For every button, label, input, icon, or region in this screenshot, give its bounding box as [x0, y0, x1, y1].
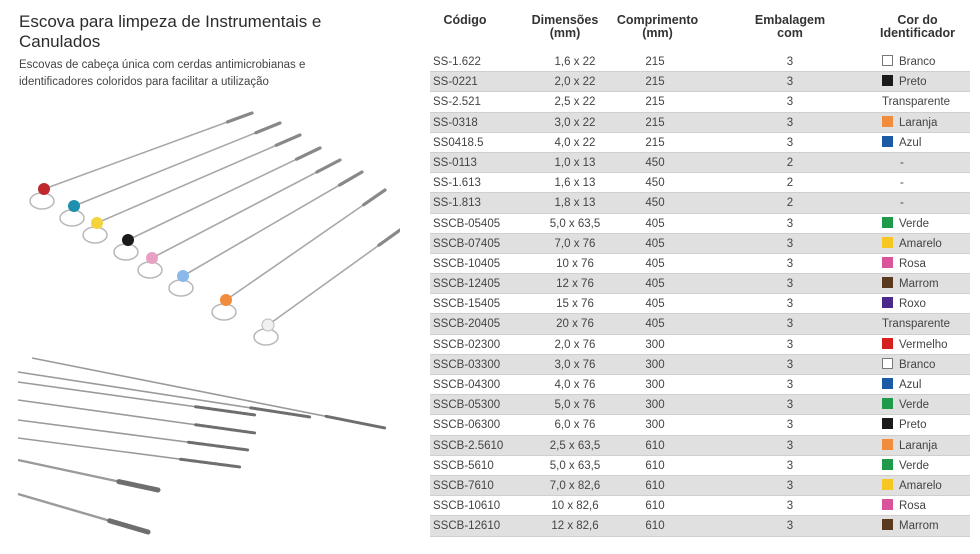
row-length: 610	[645, 439, 665, 452]
brush-ring	[30, 193, 54, 209]
row-dimensions: 2,0 x 76	[554, 338, 596, 351]
table-row	[430, 193, 970, 213]
row-pack: 3	[786, 56, 794, 68]
table-row	[430, 294, 970, 314]
row-code: SSCB-05405	[433, 217, 501, 230]
brush-bristles	[110, 521, 148, 532]
row-color	[882, 314, 950, 334]
row-pack: 3	[786, 136, 794, 149]
row-length: 215	[645, 56, 665, 68]
table-row	[430, 153, 970, 173]
brush-ring	[114, 244, 138, 260]
identifier-bead	[146, 252, 158, 264]
page-title: Escova para limpeza de Instrumentais e Canulados	[19, 12, 322, 51]
row-color-label: Vermelho	[899, 338, 948, 351]
row-code: SSCB-5610	[433, 459, 494, 472]
row-color-label: Marrom	[899, 278, 939, 291]
row-color-label: Rosa	[899, 500, 926, 513]
table-row	[430, 254, 970, 274]
row-dimensions: 12 x 82,6	[551, 520, 599, 533]
brush-bristles	[326, 416, 385, 428]
table-row	[430, 173, 970, 193]
row-pack: 3	[786, 399, 794, 412]
brush-ring	[169, 280, 193, 296]
table-row	[430, 314, 970, 334]
color-swatch-icon	[882, 75, 893, 86]
row-pack: 3	[786, 257, 794, 270]
table-row	[430, 496, 970, 516]
brush-bristles	[297, 148, 320, 159]
row-length: 300	[645, 358, 665, 371]
row-length: 450	[645, 197, 665, 210]
row-pack: 3	[786, 459, 794, 472]
row-pack: 2	[786, 156, 794, 169]
color-swatch-icon	[882, 136, 893, 147]
row-pack: 2	[786, 177, 794, 190]
brush-ring	[60, 210, 84, 226]
row-length: 215	[645, 76, 665, 89]
row-color-label: Azul	[899, 379, 922, 391]
row-pack: 3	[786, 358, 794, 371]
row-length: 610	[645, 459, 665, 472]
row-color	[882, 234, 942, 254]
identifier-bead	[220, 294, 232, 306]
row-code: SS-0318	[433, 116, 478, 129]
row-dimensions: 3,0 x 22	[554, 116, 596, 129]
header-dimensions: Dimensões (mm)	[531, 13, 599, 40]
row-pack: 3	[786, 479, 794, 492]
row-dimensions: 7,0 x 76	[554, 237, 596, 250]
color-swatch-icon	[882, 459, 893, 470]
row-length: 405	[645, 257, 665, 270]
row-code: SS-0221	[433, 76, 478, 89]
row-code: SSCB-12405	[433, 278, 501, 291]
color-swatch-icon	[882, 277, 893, 288]
row-color-label: Verde	[899, 399, 930, 412]
row-dimensions: 12 x 76	[556, 278, 594, 291]
row-color	[882, 294, 926, 314]
brush-ring	[212, 304, 236, 320]
row-color-label: Transparente	[882, 318, 950, 331]
table-row	[430, 436, 970, 456]
color-swatch-icon	[882, 217, 893, 228]
row-dimensions: 10 x 76	[556, 257, 594, 270]
row-pack: 3	[786, 500, 794, 513]
table-row	[430, 456, 970, 476]
row-color-label: Laranja	[899, 439, 938, 452]
identifier-bead	[262, 319, 274, 331]
row-length: 405	[645, 318, 665, 331]
row-pack: 3	[786, 298, 794, 311]
row-code: SSCB-12610	[433, 520, 501, 533]
color-swatch-icon	[882, 479, 893, 490]
row-code: SSCB-2.5610	[433, 439, 504, 452]
brush-ring	[254, 329, 278, 345]
color-swatch-icon	[882, 338, 893, 349]
row-code: SSCB-10405	[433, 257, 501, 270]
table-row	[430, 516, 970, 536]
row-length: 300	[645, 419, 665, 432]
brush-bristles	[340, 172, 362, 185]
row-color-label: Transparente	[882, 96, 950, 109]
row-dimensions: 7,0 x 82,6	[549, 479, 601, 492]
row-dimensions: 6,0 x 76	[554, 419, 596, 432]
row-length: 405	[645, 278, 665, 291]
brush-wire	[128, 148, 320, 240]
row-code: SSCB-02300	[433, 338, 501, 351]
table-body	[430, 52, 970, 537]
row-code: SS-0113	[433, 156, 477, 169]
table-row	[430, 52, 970, 72]
table-header	[430, 12, 970, 52]
table-row	[430, 214, 970, 234]
brush-bristles	[364, 190, 385, 205]
row-color	[882, 274, 939, 294]
row-length: 215	[645, 96, 665, 109]
identifier-bead	[38, 183, 50, 195]
row-code: SSCB-04300	[433, 379, 501, 391]
row-pack: 3	[786, 217, 794, 230]
row-length: 405	[645, 237, 665, 250]
row-dimensions: 1,0 x 13	[554, 156, 596, 169]
table-row	[430, 133, 970, 153]
brush-wire	[97, 135, 300, 223]
row-pack: 3	[786, 419, 794, 432]
color-swatch-icon	[882, 116, 893, 127]
row-color	[882, 415, 927, 435]
row-color	[882, 375, 921, 395]
color-swatch-icon	[882, 358, 893, 369]
row-color-label: Branco	[899, 358, 936, 371]
brush-wire	[74, 123, 280, 206]
row-length: 215	[645, 116, 665, 129]
row-color	[882, 476, 942, 496]
table-row	[430, 415, 970, 435]
row-pack: 3	[786, 96, 794, 109]
row-code: SSCB-20405	[433, 318, 501, 331]
row-length: 215	[645, 136, 665, 149]
row-code: SSCB-05300	[433, 399, 501, 412]
table-row	[430, 72, 970, 92]
row-pack: 3	[786, 379, 794, 391]
row-color-label: Preto	[899, 76, 927, 89]
row-color-label: -	[900, 197, 904, 210]
header-color: Cor do Identificador	[879, 13, 955, 40]
row-dimensions: 2,5 x 63,5	[549, 439, 601, 452]
row-length: 450	[645, 177, 665, 190]
row-dimensions: 1,8 x 13	[554, 197, 596, 210]
row-color-label: Amarelo	[899, 479, 942, 492]
row-color	[882, 456, 929, 476]
row-code: SSCB-15405	[433, 298, 501, 311]
table-row	[430, 335, 970, 355]
row-length: 610	[645, 479, 665, 492]
row-code: SS-1.613	[433, 177, 481, 190]
row-dimensions: 20 x 76	[556, 318, 594, 331]
row-color	[882, 516, 939, 536]
row-dimensions: 15 x 76	[556, 298, 594, 311]
table-row	[430, 234, 970, 254]
row-pack: 3	[786, 439, 794, 452]
row-color-label: Verde	[899, 217, 930, 230]
header-code: Código	[443, 13, 487, 27]
row-dimensions: 2,0 x 22	[554, 76, 596, 89]
row-length: 405	[645, 298, 665, 311]
row-color-label: Laranja	[899, 116, 938, 129]
brush-bristles	[228, 113, 252, 122]
row-color-label: Rosa	[899, 257, 926, 270]
brush-bristles	[119, 482, 158, 490]
row-color-label: Roxo	[899, 298, 926, 311]
row-code: SSCB-03300	[433, 358, 501, 371]
row-code: SSCB-07405	[433, 237, 501, 250]
row-pack: 3	[786, 278, 794, 291]
color-swatch-icon	[882, 297, 893, 308]
row-color	[882, 395, 929, 415]
row-code: SS-1.813	[433, 197, 481, 210]
row-dimensions: 5,0 x 76	[554, 399, 596, 412]
row-color	[882, 254, 926, 274]
row-dimensions: 4,0 x 22	[554, 136, 596, 149]
row-color-label: Marrom	[899, 520, 939, 533]
row-color	[882, 92, 950, 112]
color-swatch-icon	[882, 499, 893, 510]
identifier-bead	[177, 270, 189, 282]
color-swatch-icon	[882, 519, 893, 530]
table-row	[430, 375, 970, 395]
page-subtitle: Escovas de cabeça única com cerdas antimicrobianas e identificadores coloridos para facilitar a utilização	[19, 59, 306, 88]
row-length: 300	[645, 379, 665, 391]
brush-bristles	[317, 160, 340, 172]
brush-bristles	[189, 442, 248, 450]
row-length: 610	[645, 520, 665, 533]
row-color	[882, 113, 937, 133]
identifier-bead	[68, 200, 80, 212]
brush-bristles	[379, 230, 400, 245]
row-length: 405	[645, 217, 665, 230]
brush-bristles	[196, 407, 255, 415]
row-pack: 3	[786, 338, 794, 351]
color-swatch-icon	[882, 237, 893, 248]
row-dimensions: 5,0 x 63,5	[549, 459, 601, 472]
row-pack: 3	[786, 76, 794, 89]
identifier-bead	[122, 234, 134, 246]
row-dimensions: 1,6 x 13	[554, 177, 596, 190]
table-row	[430, 274, 970, 294]
brush-wire	[152, 160, 340, 258]
row-dimensions: 2,5 x 22	[554, 96, 596, 109]
identifier-bead	[91, 217, 103, 229]
color-swatch-icon	[882, 257, 893, 268]
row-dimensions: 5,0 x 63,5	[549, 217, 601, 230]
table-row	[430, 355, 970, 375]
table-row	[430, 476, 970, 496]
row-code: SSCB-06300	[433, 419, 501, 432]
row-color	[882, 335, 948, 355]
brush-bristles	[196, 425, 255, 433]
color-swatch-icon	[882, 378, 893, 389]
row-pack: 3	[786, 116, 794, 129]
brush-bristles	[181, 459, 240, 467]
row-color	[882, 496, 926, 516]
product-photo	[0, 110, 400, 554]
table-row	[430, 395, 970, 415]
brush-wire	[44, 113, 252, 189]
header-length: Comprimento (mm)	[616, 13, 699, 40]
brush-bristles	[251, 408, 310, 417]
header-pack: Embalagem com	[754, 13, 826, 40]
table-row	[430, 113, 970, 133]
row-pack: 3	[786, 318, 794, 331]
brush-ring	[83, 227, 107, 243]
row-color	[882, 214, 929, 234]
row-color	[882, 436, 937, 456]
row-pack: 3	[786, 237, 794, 250]
brush-ring	[138, 262, 162, 278]
row-dimensions: 10 x 82,6	[551, 500, 599, 513]
color-swatch-icon	[882, 418, 893, 429]
row-code: SSCB-10610	[433, 500, 501, 513]
color-swatch-icon	[882, 439, 893, 450]
row-color	[882, 52, 935, 72]
row-color	[882, 133, 921, 153]
row-code: SS-1.622	[433, 56, 481, 68]
row-code: SS-2.521	[433, 96, 481, 109]
row-color	[882, 72, 927, 92]
row-color-label: -	[900, 177, 904, 190]
row-pack: 3	[786, 520, 794, 533]
row-code: SS0418.5	[433, 136, 484, 149]
row-color-label: Azul	[899, 136, 922, 149]
row-dimensions: 1,6 x 22	[554, 56, 596, 68]
row-color-label: Branco	[899, 56, 936, 68]
row-color-label: Verde	[899, 459, 930, 472]
row-color-label: Preto	[899, 419, 927, 432]
row-length: 610	[645, 500, 665, 513]
table-row	[430, 92, 970, 112]
row-color-label: Amarelo	[899, 237, 942, 250]
brush-bristles	[276, 135, 300, 145]
brush-bristles	[256, 123, 280, 133]
row-dimensions: 4,0 x 76	[554, 379, 596, 391]
color-swatch-icon	[882, 398, 893, 409]
row-length: 450	[645, 156, 665, 169]
product-table	[430, 12, 970, 537]
row-code: SSCB-7610	[433, 479, 494, 492]
row-dimensions: 3,0 x 76	[554, 358, 596, 371]
row-pack: 2	[786, 197, 794, 210]
row-color-label: -	[900, 156, 904, 169]
color-swatch-icon	[882, 55, 893, 66]
row-length: 300	[645, 399, 665, 412]
row-color	[882, 355, 935, 375]
row-length: 300	[645, 338, 665, 351]
